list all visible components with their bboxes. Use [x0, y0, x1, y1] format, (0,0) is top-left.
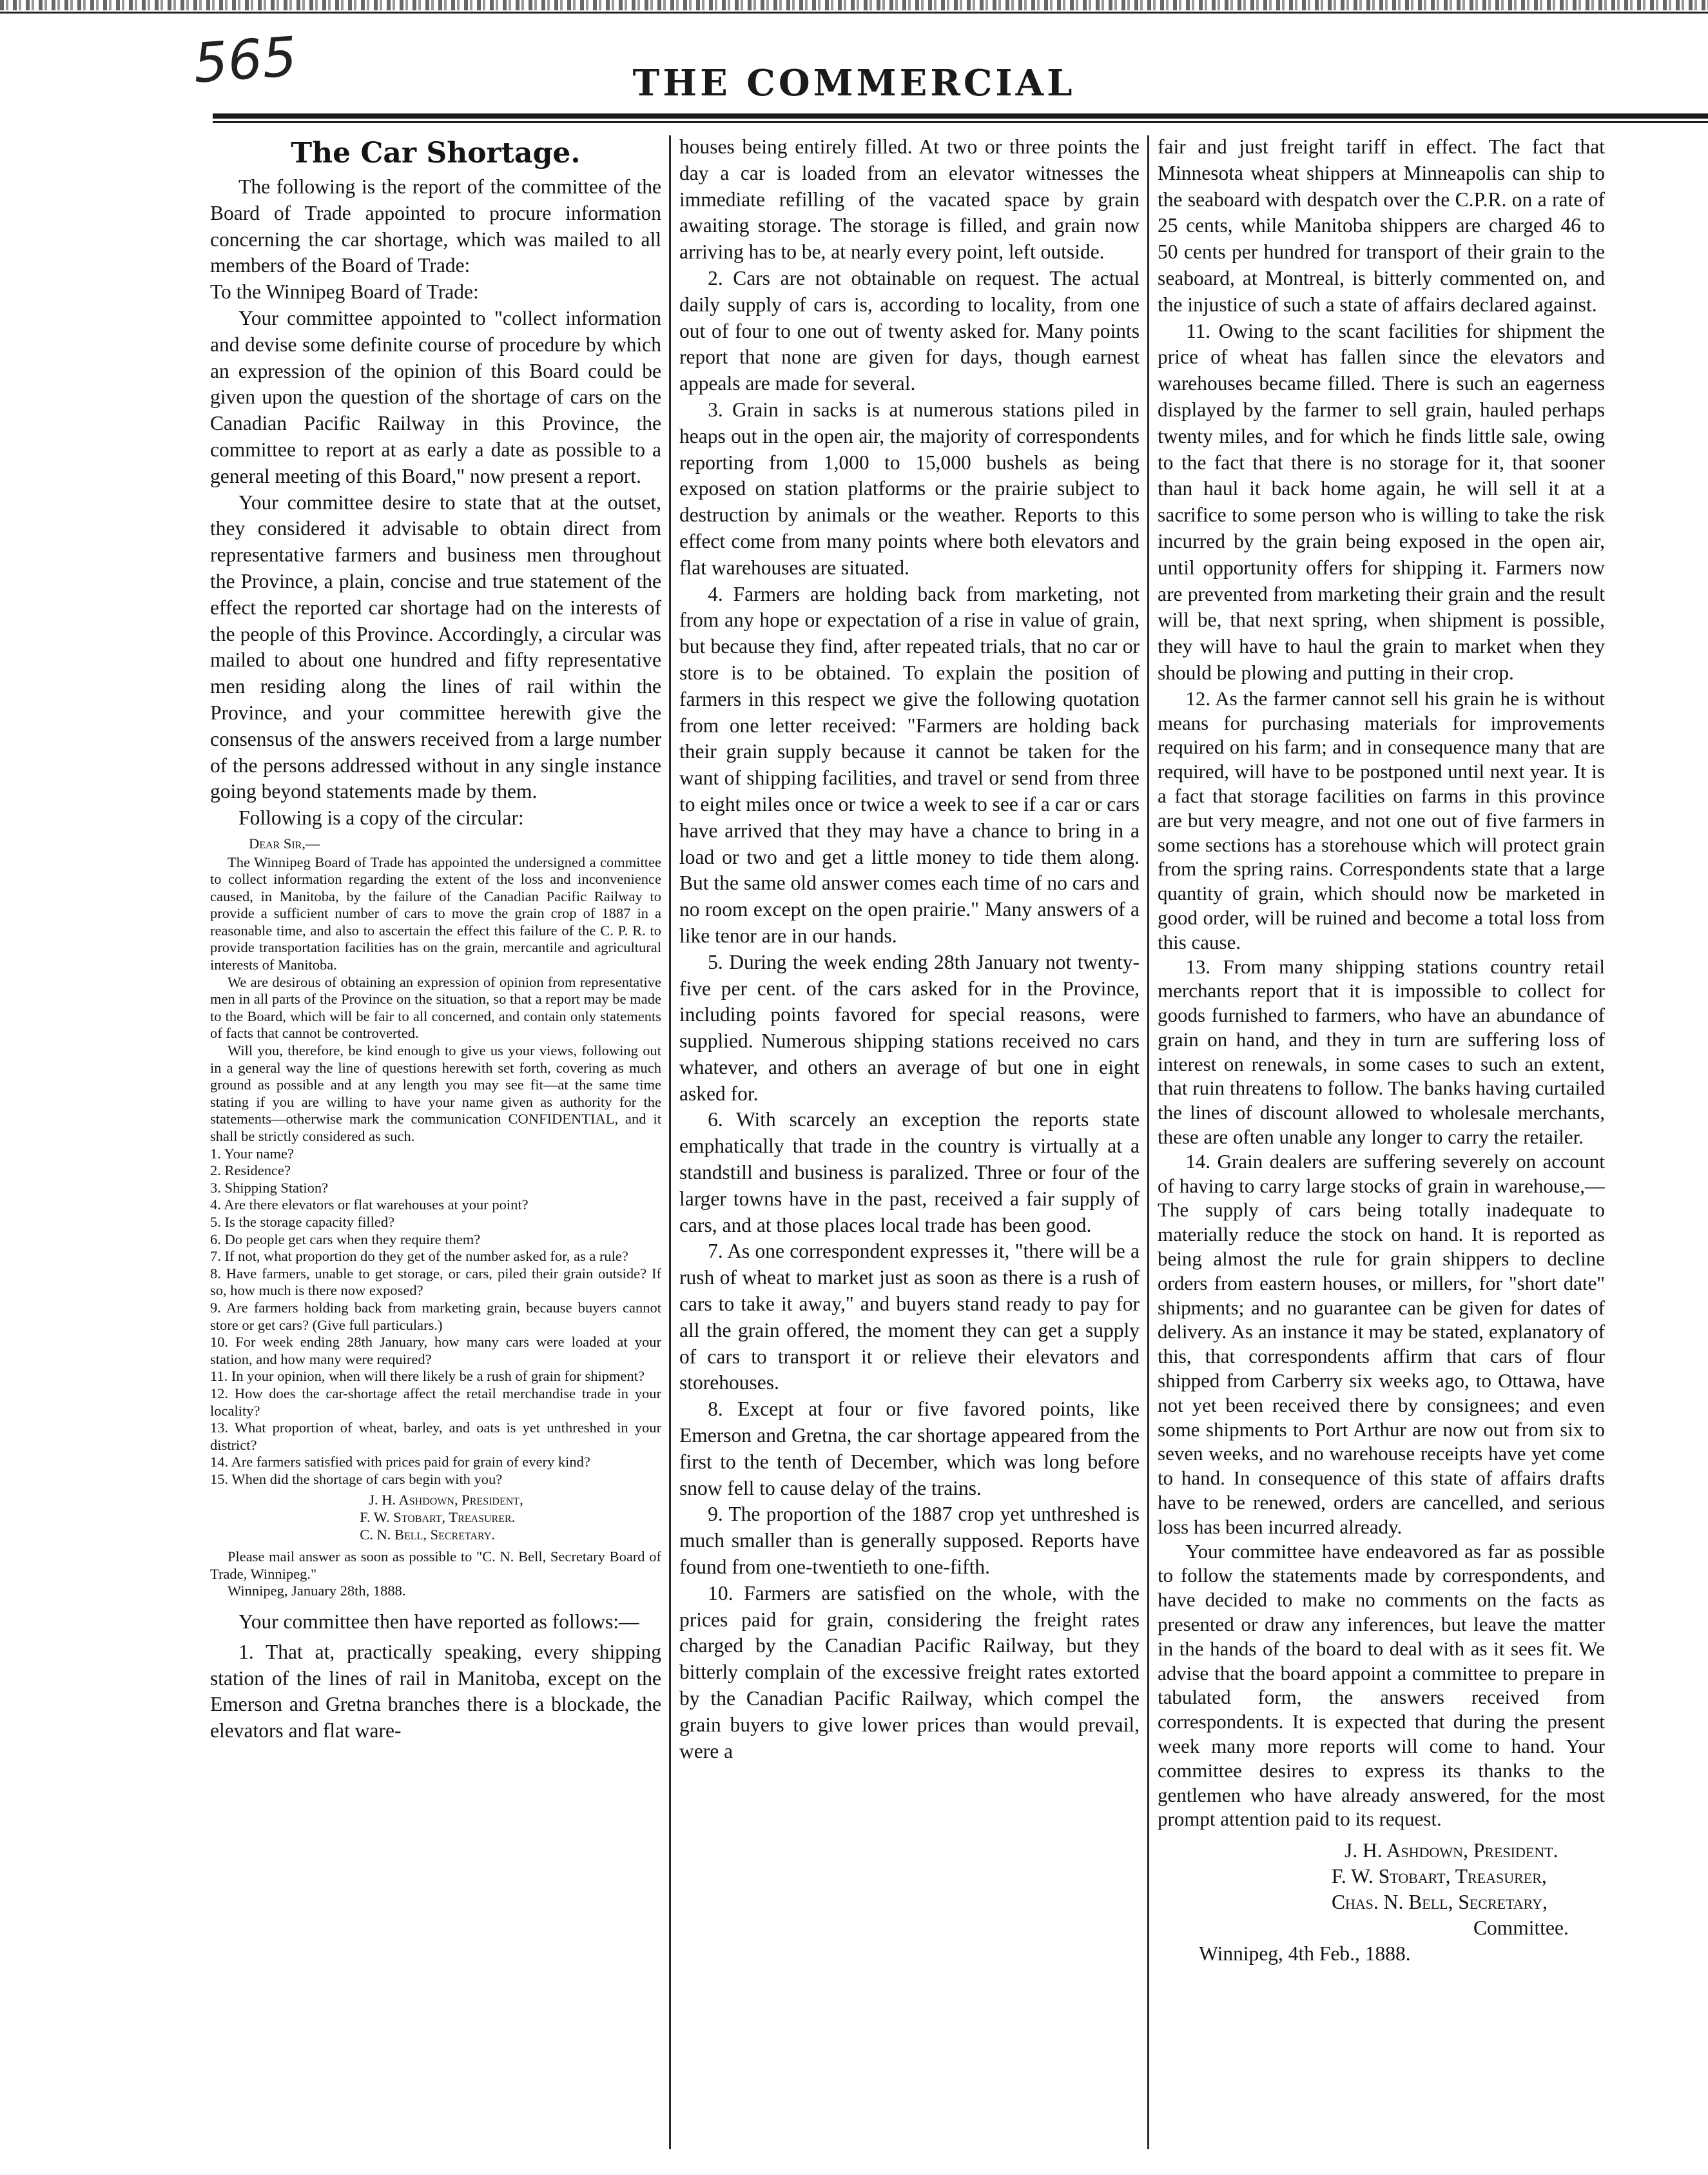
circular-signatures — [210, 1492, 661, 1543]
signature-line: F. W. Stobart, Treasurer, — [1332, 1865, 1547, 1888]
circular-question: 2. Residence? — [210, 1162, 291, 1179]
article-title: The Car Shortage. — [291, 137, 581, 170]
salutation: To the Winnipeg Board of Trade: — [210, 280, 479, 304]
page-top-edge — [0, 0, 1708, 10]
report-item-1: 1. That at, practically speaking, every shipping station of the lines of rail in Manitoba, except on the Emerson and Gretna branches there is a blockade, the elevators and flat ware- — [210, 1640, 661, 1742]
dense-text-block — [1158, 687, 1605, 1831]
signature-line: C. N. Bell, Secretary. — [360, 1526, 496, 1543]
continued-paragraph: houses being entirely filled. At two or three points the day a car is loaded from an elevator witnesses the immediate refilling of the vacated space by grain awaiting storage. The storage is filled, and grain now arriving has to be, at nearly every point, left outside. — [679, 135, 1140, 264]
paragraph: Your committee desire to state that at the outset, they considered it advisable to obtain direct from representative farmers and business men throughout the Province, a plain, concise and true statement of the effect the reported car shortage had on the interests of the people of this Province. Accordingly, a circular was mailed to about one hundred and fifty representative men residing along the lines of rail within the Province, and your committee herewith give the consensus of the answers received from a large number of the persons addressed without in any single instance going beyond statements made by them. — [210, 491, 661, 803]
signature-line: J. H. Ashdown, President. — [1344, 1839, 1558, 1862]
report-item-3: 3. Grain in sacks is at numerous stations piled in heaps out in the open air, the majority of correspondents reporting from 1,000 to 15,000 bushels as being exposed on station platforms or the prairie subject to destruction by animals or the weather. Reports to this effect come from many points where both elevators and flat warehouses are situated. — [679, 398, 1140, 579]
report-item-5: 5. During the week ending 28th January not twenty-five per cent. of the cars asked for in the Province, including points favored for special reasons, were supplied. Numerous shipping stations received no cars whatever, and others an average of but one in eight asked for. — [679, 950, 1140, 1105]
report-item-12: 12. As the farmer cannot sell his grain he is without means for purchasing materials for improvements required on his farm; and in consequence many that are required, will have to be postponed until next year. It is a fact that storage facilities on farms in this province are but very meagre, and not one out of five farmers in some sections has a storehouse which will protect grain from the spring rains. Correspondents state that a large quantity of grain, which should now be marketed in good order, will be ruined and become a total loss from this cause. — [1158, 687, 1605, 953]
signature-line: J. H. Ashdown, President, — [369, 1492, 523, 1508]
report-item-2: 2. Cars are not obtainable on request. The actual daily supply of cars is, according to locality, from one out of four to one out of twenty asked for. Many points report that none are given for days, though earnest appeals are made for several. — [679, 266, 1140, 395]
report-item-10: 10. Farmers are satisfied on the whole, with the prices paid for grain, considering the freight rates charged by the Canadian Pacific Railway, but they bitterly complain of the excessive freight rates extorted by the Canadian Pacific Railway, which compel the grain buyers to give lower prices than would prevail, were a — [679, 1581, 1140, 1762]
page-number: 565 — [191, 24, 299, 95]
circular-text — [210, 835, 661, 1600]
paragraph: Following is a copy of the circular: — [238, 806, 524, 830]
report-item-6: 6. With scarcely an exception the reports state emphatically that trade in the country is virtually at a standstill and business is paralized. Three or four of the larger towns have in the past, received a fair supply of cars, and at those places local trade has been good. — [679, 1108, 1140, 1236]
circular-question: 5. Is the storage capacity filled? — [210, 1213, 395, 1230]
report-item-11: 11. Owing to the scant facilities for shipment the price of wheat has fallen since the elevators and warehouses became filled. There is such an eagerness displayed by the farmer to sell grain, hauled perhaps twenty miles, and for which he finds little sale, owing to the fact that there is no storage for it, that sooner than haul it back home again, he will sell it at a sacrifice to some person who is willing to take the risk incurred by the grain being exposed in the open air, until opportunity offers for shipping it. Farmers now are prevented from marketing their grain and the result will be, that next spring, when shipment is possible, they will have to haul the grain to market when they should be plowing and putting in their crop. — [1158, 319, 1605, 684]
circular-question: 6. Do people get cars when they require them? — [210, 1231, 481, 1247]
circular-date: Winnipeg, January 28th, 1888. — [228, 1583, 406, 1599]
column-divider — [669, 135, 671, 2149]
circular-question: 9. Are farmers holding back from marketing grain, because buyers cannot store or get cars? (Give full particulars.) — [210, 1299, 661, 1333]
report-date: Winnipeg, 4th Feb., 1888. — [1199, 1942, 1411, 1965]
report-item-7: 7. As one correspondent expresses it, "there will be a rush of wheat to market just as soon as there is a rush of cars to take it away," and buyers stand ready to pay for all the grain offered, the moment they can get a supply of cars to transport it or relieve their elevators and storehouses. — [679, 1240, 1140, 1394]
circular-paragraph: The Winnipeg Board of Trade has appointed the undersigned a committee to collect information regarding the extent of the loss and inconvenience caused, in Manitoba, by the failure of the Canadian Pacific Railway to provide a sufficient number of cars to move the grain crop of 1887 in a reasonable time, and also to ascertain the effect this failure of the C. P. R. to provide transportation facilities has on the grain, mercantile and agricultural interests of Manitoba. — [210, 853, 661, 973]
masthead-rule-thick — [213, 113, 1708, 119]
page-top-line — [0, 12, 1708, 14]
circular-question: 12. How does the car-shortage affect the retail merchandise trade in your locality? — [210, 1385, 661, 1419]
signature-line: Chas. N. Bell, Secretary, — [1332, 1891, 1548, 1914]
column-3 — [1158, 134, 1605, 2152]
circular-question: 14. Are farmers satisfied with prices paid for grain of every kind? — [210, 1454, 590, 1470]
committee-label: Committee. — [1473, 1917, 1569, 1940]
report-item-13: 13. From many shipping stations country retail merchants report that it is impossible to collect for goods furnished to farmers, who have an abundance of grain on hand, and they in turn are suffering loss of interest on renewals, in some cases to such an extent, that ruin threatens to follow. The banks having curtailed the lines of discount allowed to wholesale merchants, these are often unable any longer to carry the retailer. — [1158, 955, 1605, 1149]
masthead: THE COMMERCIAL — [632, 62, 1076, 104]
paragraph: Your committee appointed to "collect information and devise some definite course of procedure by which an expression of the opinion of this Board could be given upon the question of the shortage of cars on the Canadian Pacific Railway in this Province, the committee to report at as early a date as possible to a general meeting of this Board," now present a report. — [210, 306, 661, 487]
circular-question: 13. What proportion of wheat, barley, and oats is yet unthreshed in your district? — [210, 1419, 661, 1453]
circular-greeting: Dear Sir,— — [249, 835, 320, 852]
column-2 — [679, 134, 1140, 2152]
report-item-4: 4. Farmers are holding back from marketing, not from any hope or expectation of a rise in value of grain, but because they find, after repeated trials, that no car or store is to be obtained. To explain the position of farmers in this respect we give the following quotation from one letter received: "Farmers are holding back their grain supply because it cannot be taken for the want of shipping facilities, and travel or send from three to eight miles once or twice a week to see if a car or cars have arrived that they may have a chance to bring in a load or two and get a little money to tide them along. But the same old answer comes each time of no cars and no room except on the open prairie." Many answers of a like tenor are in our hands. — [679, 582, 1140, 947]
signature-line: F. W. Stobart, Treasurer. — [360, 1509, 516, 1526]
circular-question: 8. Have farmers, unable to get storage, or cars, piled their grain outside? If so, how much is there now exposed? — [210, 1265, 661, 1299]
closing-paragraph: Your committee have endeavored as far as possible to follow the statements made by correspondents, and have decided to make no comments on the facts as presented or draw any inferences, but leave the matter in the hands of the board to deal with as it sees fit. We advise that the board appoint a committee to prepare in tabulated form, the answers received from correspondents. It is expected that during the present week many more reports will come to hand. Your committee desires to express its thanks to the gentlemen who have already answered, for the most prompt attention paid to its request. — [1158, 1539, 1605, 1831]
paragraph: The following is the report of the committee of the Board of Trade appointed to procure information concerning the car shortage, which was mailed to all members of the Board of Trade: — [210, 175, 661, 277]
column-divider — [1147, 135, 1149, 2149]
masthead-rule-thin — [213, 121, 1708, 123]
circular-question: 10. For week ending 28th January, how many cars were loaded at your station, and how many were required? — [210, 1334, 661, 1367]
circular-question: 4. Are there elevators or flat warehouses at your point? — [210, 1196, 529, 1213]
mail-note: Please mail answer as soon as possible to "C. N. Bell, Secretary Board of Trade, Winnipeg." — [210, 1548, 661, 1582]
circular-question: 1. Your name? — [210, 1145, 294, 1162]
circular-question: 7. If not, what proportion do they get of the number asked for, as a rule? — [210, 1248, 628, 1265]
circular-question: 3. Shipping Station? — [210, 1179, 329, 1196]
circular-paragraph: Will you, therefore, be kind enough to give us your views, following out in a general way the line of questions herewith set forth, covering as much ground as possible and at any length you may see fit—at the same time stating if you are willing to have your name given as authority for the statements—otherwise mark the communication CONFIDENTIAL, and it shall be strictly considered as such. — [210, 1042, 661, 1145]
paragraph: Your committee then have reported as follows:— — [238, 1610, 639, 1634]
report-item-14: 14. Grain dealers are suffering severely on account of having to carry large stocks of grain in warehouse,—The supply of cars being totally inadequate to materially reduce the stock on hand. It is reported as being almost the rule for grain shippers to decline orders from eastern houses, or millers, for "short date" shipments; and no guarantee can be given for dates of delivery. As an instance it may be stated, explanatory of this, that correspondents affirm that cars of flour shipped from Carberry six weeks ago, to Ottawa, have not yet been received there by consignees; and even some shipments to Port Arthur are now out from six to seven weeks, and no warehouse receipts have yet come to hand. In consequence of this state of affairs drafts have to be renewed, orders are cancelled, and serious loss has been incurred already. — [1158, 1149, 1605, 1538]
circular-question: 15. When did the shortage of cars begin with you? — [210, 1470, 503, 1487]
continued-paragraph: fair and just freight tariff in effect. The fact that Minnesota wheat shippers at Minneapolis can ship to the seaboard with despatch over the C.P.R. on a rate of 25 cents, while Manitoba shippers are charged 46 to 50 cents per hundred for transport of their grain to the seaboard, at Montreal, is bitterly commented on, and the injustice of such a state of affairs declared against. — [1158, 135, 1605, 316]
report-item-9: 9. The proportion of the 1887 crop yet unthreshed is much smaller than is generally supposed. Reports have found from one-twentieth to one-fifth. — [679, 1503, 1140, 1579]
circular-question: 11. In your opinion, when will there likely be a rush of grain for shipment? — [210, 1368, 645, 1385]
column-1 — [210, 134, 661, 2152]
circular-paragraph: We are desirous of obtaining an expression of opinion from representative men in all parts of the Province on the situation, so that a report may be made to the Board, which will be fair to all concerned, and contain only statements of facts that cannot be controverted. — [210, 973, 661, 1042]
report-item-8: 8. Except at four or five favored points, like Emerson and Gretna, the car shortage appeared from the first to the tenth of December, which was long before snow fell to cause delay of the trains. — [679, 1398, 1140, 1499]
report-signatures — [1158, 1838, 1605, 1941]
